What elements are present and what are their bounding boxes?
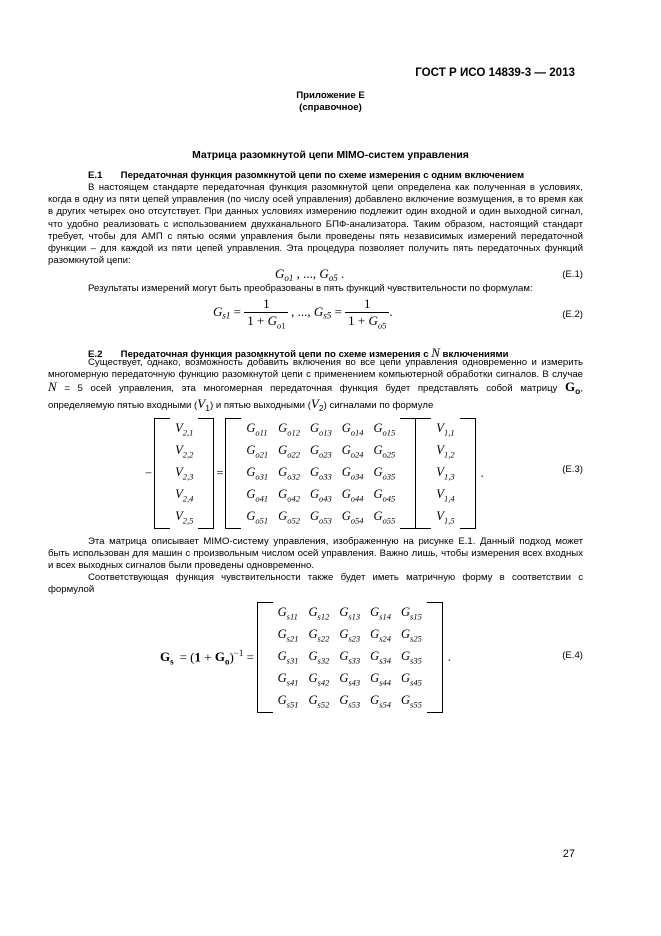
main-title: Матрица разомкнутой цепи MIMO-систем управления [192, 150, 469, 161]
equation-e3-label: (E.3) [562, 464, 583, 475]
section-e2-paragraph-3: Соответствующая функция чувствительности также будет иметь матричную форму в соответствии с формулой [48, 572, 583, 596]
section-e2-title-pre: Передаточная функция разомкнутой цепи по схеме измерения с [120, 349, 429, 360]
appendix-subtitle: (справочное) [299, 102, 362, 113]
equation-e1: $G_{o1}$ , ..., $G_{o5}$ . [275, 266, 345, 283]
standard-header: ГОСТ Р ИСО 14839-3 — 2013 [415, 66, 575, 79]
section-e2-title-var: N [431, 345, 440, 360]
section-e2-number: E.2 [88, 349, 103, 360]
section-e1-paragraph: В настоящем стандарте передаточная функция разомкнутой цепи определена как полученная в условиях, когда в одну из пяти цепей управления (по числу осей управления) добавлено включение возмущения, в то время как в других четырех оно отсутствует. При данных условиях измерению подлежит один входной и один выходной сигнал, что удобно реализовать с использованием двухканального БПФ-анализатора. Таким образом, настоящий стандарт требует, чтобы для АМП с пятью осями управления были проведены пять независимых измерений передаточной функции – для каждой из пяти цепей управления. Эта процедура позволяет получить пять передаточных функций разомкнутой цепи: [48, 182, 583, 267]
equation-e1-label: (E.1) [562, 269, 583, 280]
section-e1-title: Передаточная функция разомкнутой цепи по схеме измерения с одним включением [120, 170, 525, 181]
equation-e2: $G_{s1}$ = $\frac{1}{1 + G_{o1}}$ , ..., $G_{s5}$ = $\frac{1}{1 + G_{o5}}$ . [213, 296, 393, 331]
section-e1-heading [88, 170, 524, 181]
results-text: Результаты измерений могут быть преобразованы в пять функций чувствительности по формулам: [88, 283, 533, 294]
page-number: 27 [562, 848, 575, 860]
appendix-heading [0, 90, 661, 114]
section-e1-number: E.1 [88, 170, 103, 181]
appendix-title: Приложение E [296, 90, 365, 101]
section-e2-paragraph-2: Эта матрица описывает MIMO-систему управления, изображенную на рисунке E.1. Данный подход может быть использован для машин с произвольным числом осей управления. Важно лишь, чтобы измерения всех входных и всех выходных сигналов были проведены одновременно. [48, 536, 583, 572]
section-e2-title-post: включениями [442, 349, 509, 360]
equation-e4-label: (E.4) [562, 650, 583, 661]
equation-e4: $G_s = (1 + G_o)^{-1}$ = $G_{s11}$ $G_{s12}$ $G_{s13}$ $G_{s14}$ $G_{s15}$ . $G_{s21}$ $G_{s22}$ $G_{s23}$ $G_{s24}$ $G_{s25}$ $G_{s31}$ $G_{s32}$ $G_{s33}$ $G_{s34}$ $G_{s35}$ $G_{s41}$ $G_{s42}$ $G_{s43}$ $G_{s44}$ $G_{s45}$ $G_{s51}$ $G_{s52}$ $G_{s53}$ $G_{s54}$ $G_{s55}$ [160, 602, 456, 713]
equation-e2-label: (E.2) [562, 309, 583, 320]
equation-e3: − $V_{2,1}$ = $G_{o11}$ $G_{o12}$ $G_{o13}$ $G_{o14}$ $G_{o15}$ $V_{1,1}$ . $V_{2,2}$ $G_{o21}$ $G_{o22}$ $G_{o23}$ $G_{o24}$ $G_{o25}$ $V_{1,2}$ $V_{2,3}$ $G_{o31}$ $G_{o32}$ $G_{o33}$ $G_{o34}$ $G_{o35}$ $V_{1,3}$ $V_{2,4}$ $G_{o41}$ $G_{o42}$ $G_{o43}$ $G_{o44}$ $G_{o45}$ $V_{1,4}$ $V_{2,5}$ $G_{o51}$ $G_{o52}$ $G_{o53}$ $G_{o54}$ $G_{o55}$ $V_{1,5}$ [143, 418, 489, 529]
section-e2-paragraph-1: Существует, однако, возможность добавить включения во все цепи управления одновременно и измерить многомерную передаточную функцию разомкнутой цепи с применением компьютерной обработки сигналов. В случае N = 5 осей управления, эта многомерная передаточная функция будет представлять собой матрицу $G_o$, определяемую пятью входными $(V_1)$ и пятью выходными $(V_2)$ сигналами по формуле [48, 357, 583, 413]
